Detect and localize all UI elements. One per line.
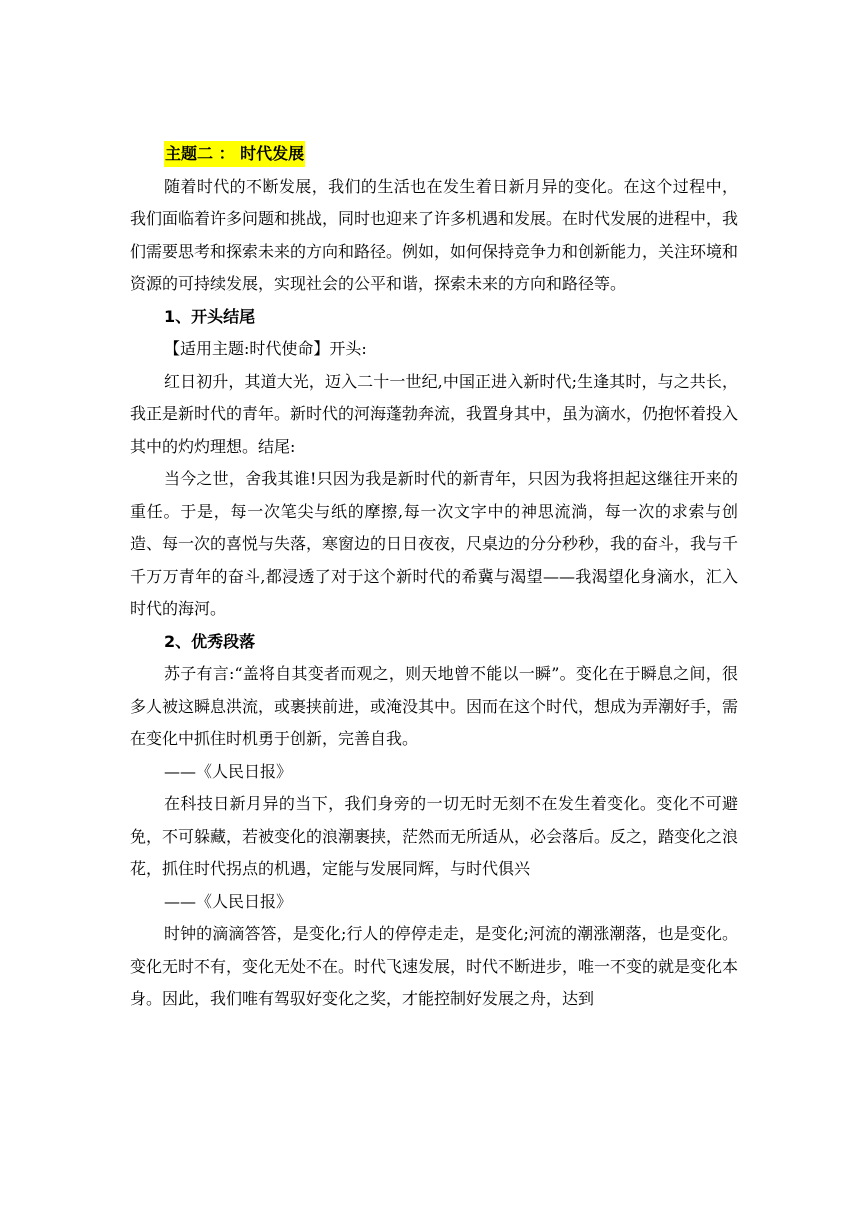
excerpt-paragraph-2: 在科技日新月异的当下，我们身旁的一切无时无刻不在发生着变化。变化不可避免，不可躲藏，若被变化的浪潮裹挟，茫然而无所适从，必会落后。反之，踏变化之浪花，抓住时代拐点的机遇，定能与发展同辉，与时代俱兴	[130, 794, 739, 878]
excerpt-source-1: ——《人民日报》	[164, 761, 293, 781]
section-heading-opening-ending: 1、开头结尾	[164, 306, 256, 326]
section-heading-excellent-paragraphs: 2、优秀段落	[164, 631, 256, 651]
excerpt-paragraph-3: 时钟的滴滴答答，是变化;行人的停停走走，是变化;河流的潮涨潮落，也是变化。变化无时不有，变化无处不在。时代飞速发展，时代不断进步，唯一不变的就是变化本身。因此，我们唯有驾驭好变化之奖，才能控制好发展之舟，达到	[130, 924, 739, 1008]
document-title: 主题二 ： 时代发展	[164, 141, 305, 167]
excerpt-source-2: ——《人民日报》	[164, 891, 293, 911]
excerpt-paragraph-1: 苏子有言:“盖将自其变者而观之，则天地曾不能以一瞬”。变化在于瞬息之间，很多人被这瞬息洪流，或裹挟前进，或淹没其中。因而在这个时代，想成为弄潮好手，需在变化中抓住时机勇于创新，完善自我。	[130, 664, 739, 748]
document-page	[130, 138, 738, 1016]
title-line	[130, 138, 738, 171]
subject-label: 【适用主题:时代使命】开头:	[164, 339, 367, 358]
intro-paragraph: 随着时代的不断发展，我们的生活也在发生着日新月异的变化。在这个过程中，我们面临着许多问题和挑战，同时也迎来了许多机遇和发展。在时代发展的进程中，我们需要思考和探索未来的方向和路径。例如，如何保持竞争力和创新能力，关注环境和资源的可持续发展，实现社会的公平和谐，探索未来的方向和路径等。	[130, 176, 739, 293]
opening-paragraph: 红日初升，其道大光，迈入二十一世纪,中国正进入新时代;生逢其时，与之共长，我正是新时代的青年。新时代的河海蓬勃奔流，我置身其中，虽为滴水，仍抱怀着投入其中的灼灼理想。结尾:	[130, 371, 739, 456]
ending-paragraph: 当今之世，舍我其谁!只因为我是新时代的新青年，只因为我将担起这继往开来的重任。于是，每一次笔尖与纸的摩擦,每一次文字中的神思流淌，每一次的求索与创造、每一次的喜悦与失落，寒窗边的日日夜夜，尺桌边的分分秒秒，我的奋斗，我与千千万万青年的奋斗,都浸透了对于这个新时代的希冀与渴望——我渴望化身滴水，汇入时代的海河。	[130, 469, 739, 618]
